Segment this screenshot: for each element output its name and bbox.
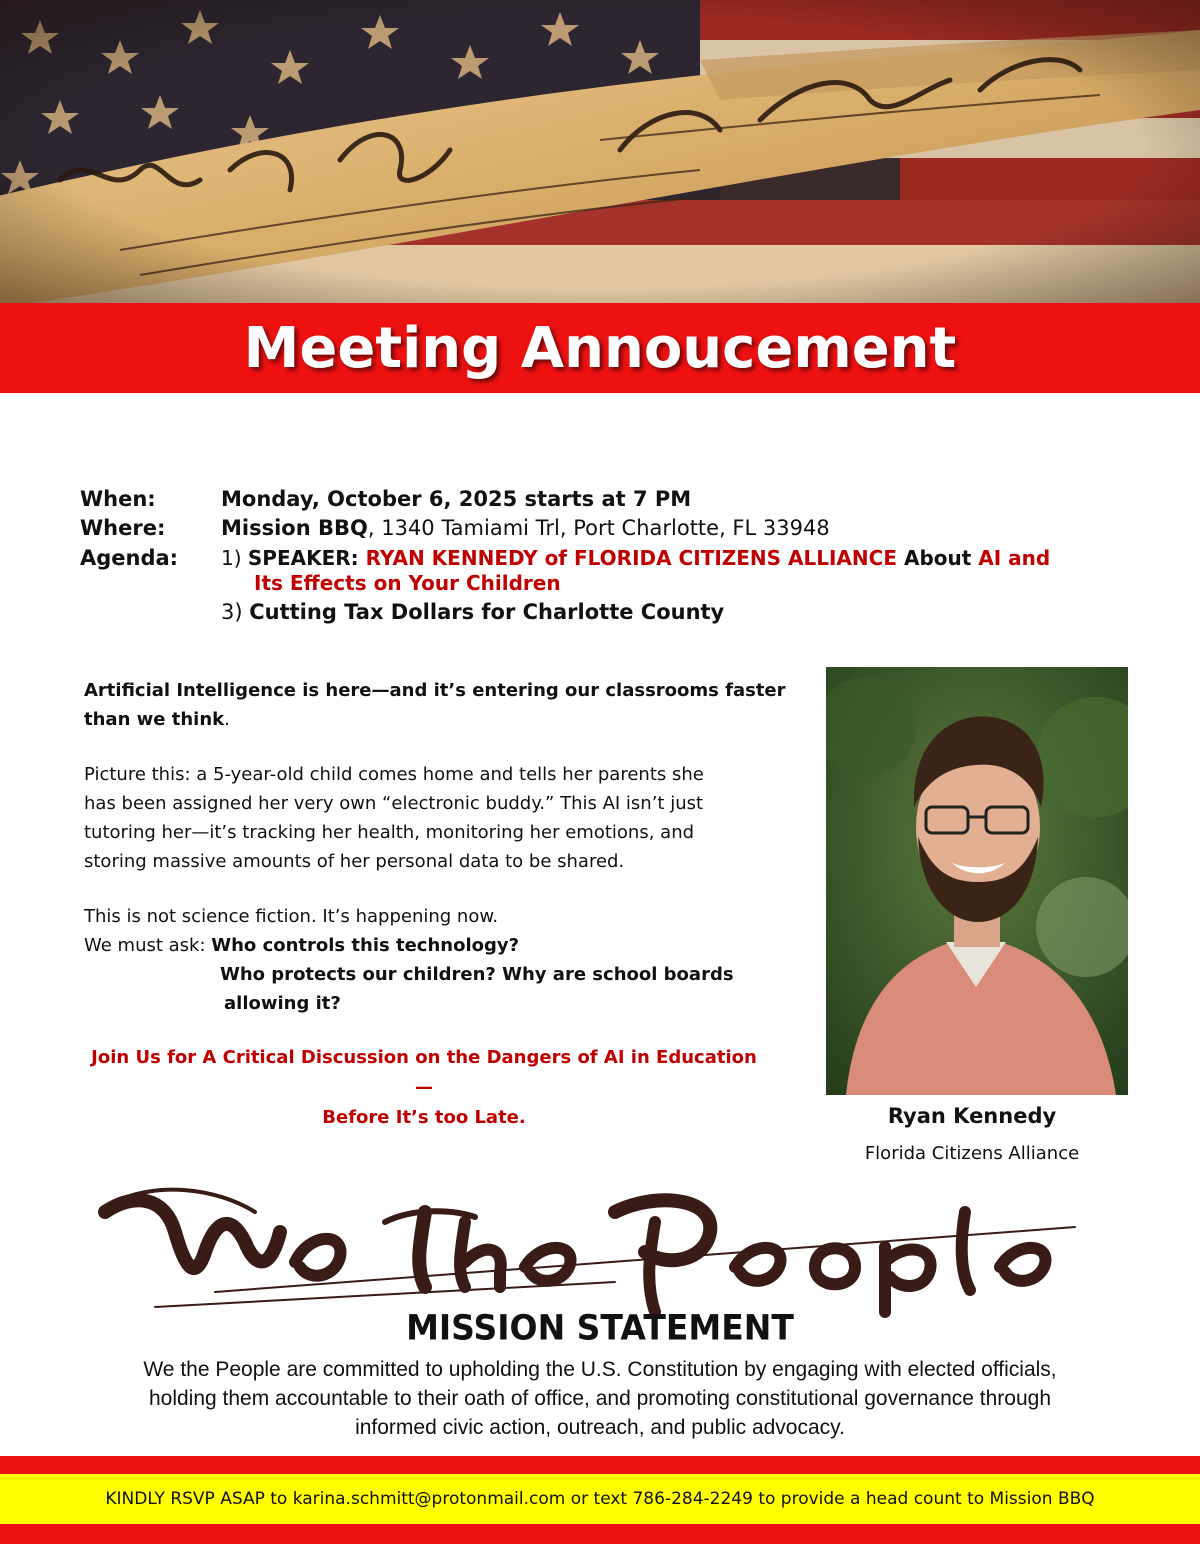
intro-line-2: than we think [84,709,225,730]
intro-line-1: Artificial Intelligence is here—and it’s entering our classrooms faster [84,680,786,701]
where-place: Mission BBQ [221,516,368,540]
scenario-line-1: Picture this: a 5-year-old child comes home and tells her parents she [84,764,704,785]
agenda-topic-part2: Its Effects on Your Children [254,571,561,595]
speaker-organization: Florida Citizens Alliance [864,1143,1080,1164]
agenda-speaker-label: SPEAKER: [247,546,366,570]
questions-paragraph [84,902,804,1018]
cta-line-1: Join Us for A Critical Discussion on the Dangers of AI in Education— [91,1047,757,1098]
agenda-item-1-number: 1) [221,546,248,570]
agenda-label: Agenda: [80,546,179,570]
we-the-people-script-logo [95,1172,1095,1322]
footer-red-strip-top [0,1456,1200,1474]
agenda-item-1 [221,546,1050,570]
rsvp-text: KINDLY RSVP ASAP to karina.schmitt@protonmail.com or text 786-284-2249 to provide a head count to Mission BBQ [105,1489,1095,1509]
when-label: When: [80,487,156,511]
where-value [221,516,830,540]
announcement-banner [0,303,1200,393]
mission-statement-title: MISSION STATEMENT [406,1307,794,1348]
agenda-speaker-name: RYAN KENNEDY of FLORIDA CITIZENS ALLIANCE [365,546,897,570]
mission-statement-text [70,1355,1130,1442]
call-to-action [84,1043,764,1133]
question-3: allowing it? [224,993,341,1014]
speaker-name: Ryan Kennedy [887,1104,1057,1128]
agenda-item-3-text: Cutting Tax Dollars for Charlotte County [249,600,725,624]
where-address: , 1340 Tamiami Trl, Port Charlotte, FL 33948 [367,516,830,540]
scenario-paragraph [84,760,804,876]
scenario-line-2: has been assigned her very own “electronic buddy.” This AI isn’t just [84,793,704,814]
intro-period: . [224,709,230,730]
header-flag-constitution-image [0,0,1200,303]
agenda-item-3-number: 3) [221,600,250,624]
agenda-about: About [897,546,979,570]
agenda-item-3 [221,600,724,624]
cta-line-2: Before It’s too Late. [322,1107,526,1128]
mission-line-2: holding them accountable to their oath of office, and promoting constitutional governance through [148,1387,1052,1410]
when-value: Monday, October 6, 2025 starts at 7 PM [221,487,692,511]
footer-red-strip-bottom [0,1524,1200,1544]
where-label: Where: [80,516,166,540]
mission-line-1: We the People are committed to upholding the U.S. Constitution by engaging with elected officials, [143,1358,1057,1381]
agenda-topic-part1: AI and [978,546,1051,570]
speaker-photo [826,667,1128,1095]
scenario-line-4: storing massive amounts of her personal data to be shared. [84,851,625,872]
rsvp-bar [0,1474,1200,1524]
question-1: Who controls this technology? [211,935,520,956]
intro-paragraph [84,676,804,734]
question-2: Who protects our children? Why are school boards [220,964,734,985]
scenario-line-3: tutoring her—it’s tracking her health, monitoring her emotions, and [84,822,695,843]
not-fiction-line: This is not science fiction. It’s happening now. [84,906,499,927]
banner-title: Meeting Annoucement [243,315,957,381]
mission-line-3: informed civic action, outreach, and public advocacy. [355,1416,845,1439]
ask-prefix: We must ask: [84,935,212,956]
